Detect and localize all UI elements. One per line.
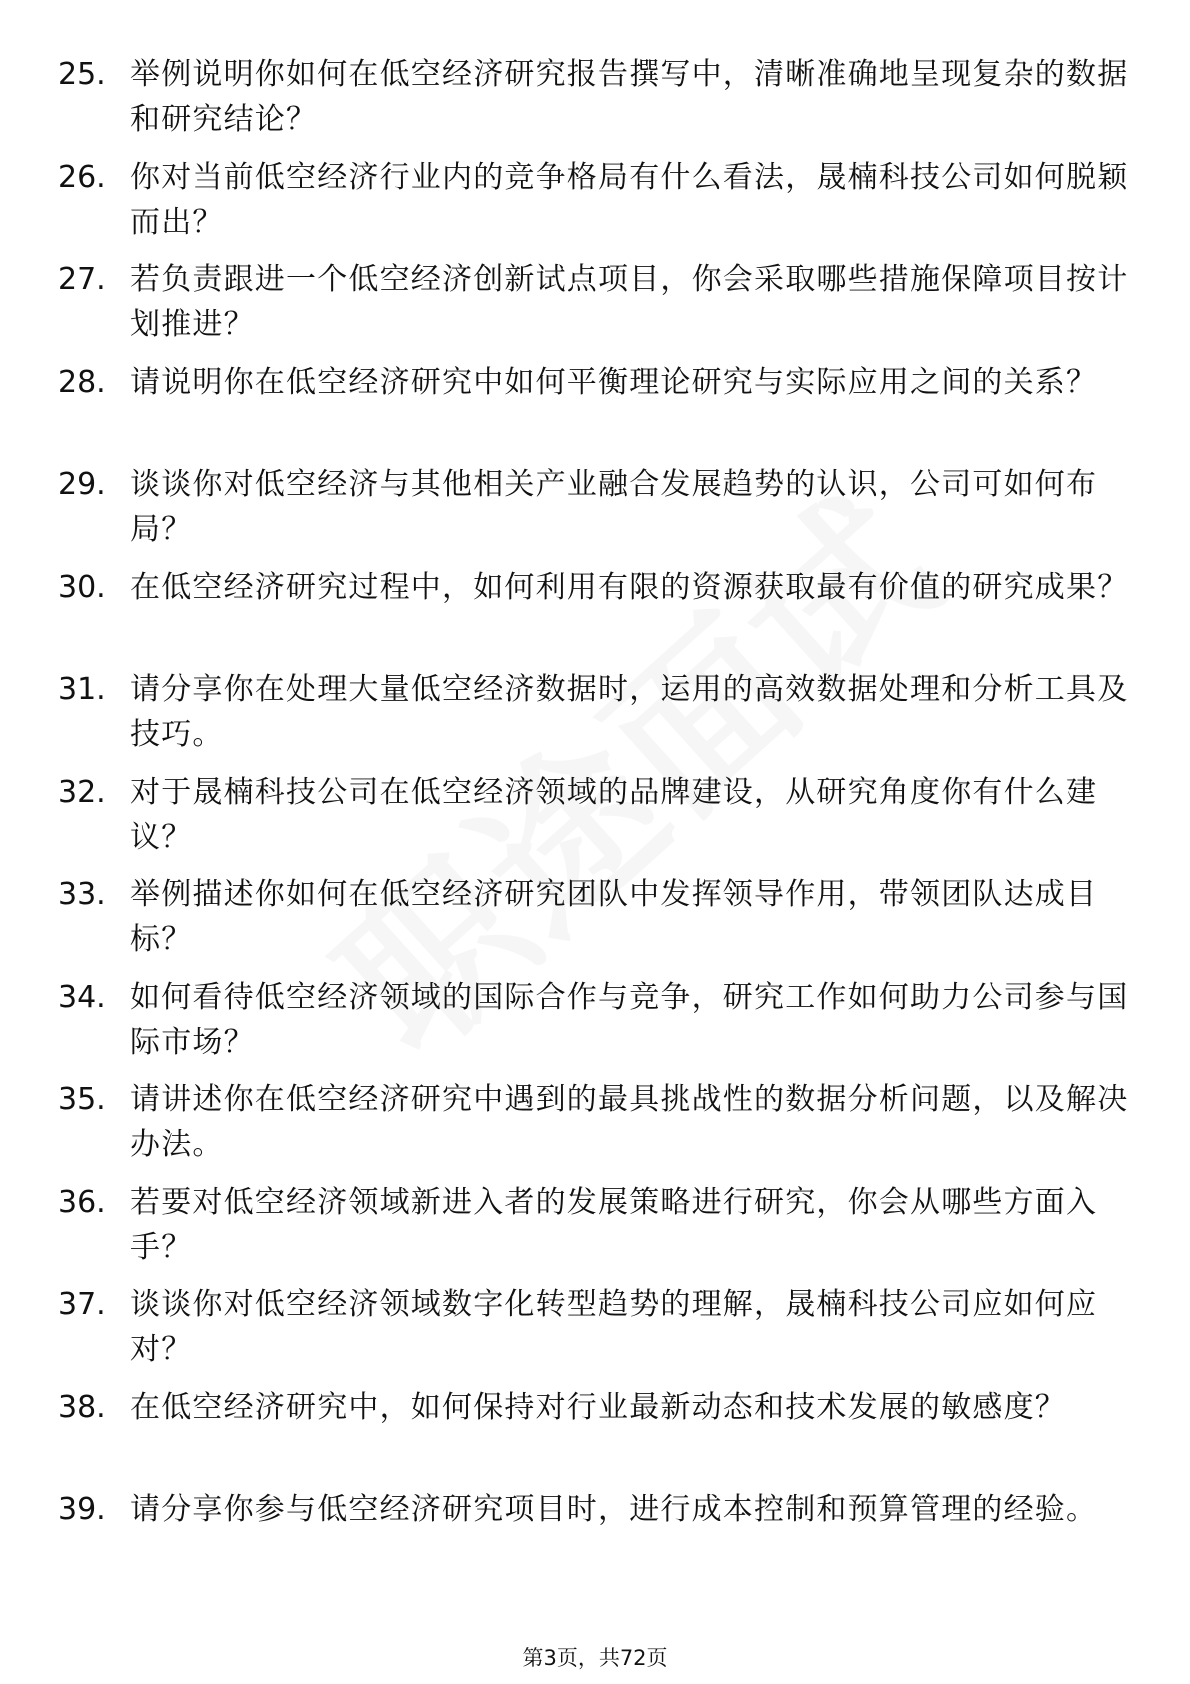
question-number: 38. (58, 1389, 106, 1425)
list-item (58, 667, 1138, 770)
question-number: 25. (58, 57, 106, 92)
question-number: 39. (58, 1492, 106, 1527)
question-text: 请说明你在低空经济研究中如何平衡理论研究与实际应用之间的关系？ (130, 364, 1098, 400)
list-item (58, 1282, 1138, 1385)
question-text: 若要对低空经济领域新进入者的发展策略进行研究，你会从哪些方面入手？ (130, 1184, 1098, 1265)
question-number: 34. (58, 979, 106, 1015)
list-item (58, 1077, 1138, 1180)
question-number: 32. (58, 774, 106, 810)
question-text: 你对当前低空经济行业内的竞争格局有什么看法，晟楠科技公司如何脱颖而出？ (130, 159, 1129, 240)
list-item (58, 1487, 1138, 1590)
question-number: 27. (58, 262, 106, 297)
list-item (58, 52, 1138, 155)
question-text: 请分享你参与低空经济研究项目时，进行成本控制和预算管理的经验。 (130, 1492, 1098, 1527)
question-number: 37. (58, 1287, 106, 1322)
list-item (58, 1180, 1138, 1283)
question-text: 在低空经济研究过程中，如何利用有限的资源获取最有价值的研究成果？ (130, 569, 1129, 605)
list-item (58, 975, 1138, 1078)
question-text: 对于晟楠科技公司在低空经济领域的品牌建设，从研究角度你有什么建议？ (130, 774, 1098, 855)
list-item (58, 1385, 1138, 1488)
list-item (58, 770, 1138, 873)
question-text: 在低空经济研究中，如何保持对行业最新动态和技术发展的敏感度？ (130, 1389, 1066, 1425)
question-text: 谈谈你对低空经济领域数字化转型趋势的理解，晟楠科技公司应如何应对？ (130, 1287, 1098, 1367)
question-number: 36. (58, 1184, 106, 1220)
list-item (58, 872, 1138, 975)
list-item (58, 257, 1138, 360)
question-number: 29. (58, 467, 106, 502)
question-text: 举例描述你如何在低空经济研究团队中发挥领导作用，带领团队达成目标？ (130, 877, 1098, 957)
question-number: 35. (58, 1082, 106, 1117)
question-number: 28. (58, 364, 106, 400)
question-text: 举例说明你如何在低空经济研究报告撰写中，清晰准确地呈现复杂的数据和研究结论？ (130, 57, 1129, 137)
page-footer: 第3页，共72页 (522, 1646, 668, 1670)
question-list (58, 52, 1138, 1590)
list-item (58, 565, 1138, 668)
question-number: 30. (58, 569, 106, 605)
question-number: 31. (58, 672, 106, 707)
list-item (58, 360, 1138, 463)
question-text: 谈谈你对低空经济与其他相关产业融合发展趋势的认识，公司可如何布局？ (130, 467, 1098, 547)
question-text: 请讲述你在低空经济研究中遇到的最具挑战性的数据分析问题，以及解决办法。 (130, 1082, 1129, 1162)
question-text: 若负责跟进一个低空经济创新试点项目，你会采取哪些措施保障项目按计划推进？ (130, 262, 1129, 342)
question-number: 33. (58, 877, 106, 912)
list-item (58, 155, 1138, 258)
question-number: 26. (58, 159, 106, 195)
list-item (58, 462, 1138, 565)
question-text: 如何看待低空经济领域的国际合作与竞争，研究工作如何助力公司参与国际市场？ (130, 979, 1129, 1060)
question-text: 请分享你在处理大量低空经济数据时，运用的高效数据处理和分析工具及技巧。 (130, 672, 1129, 752)
